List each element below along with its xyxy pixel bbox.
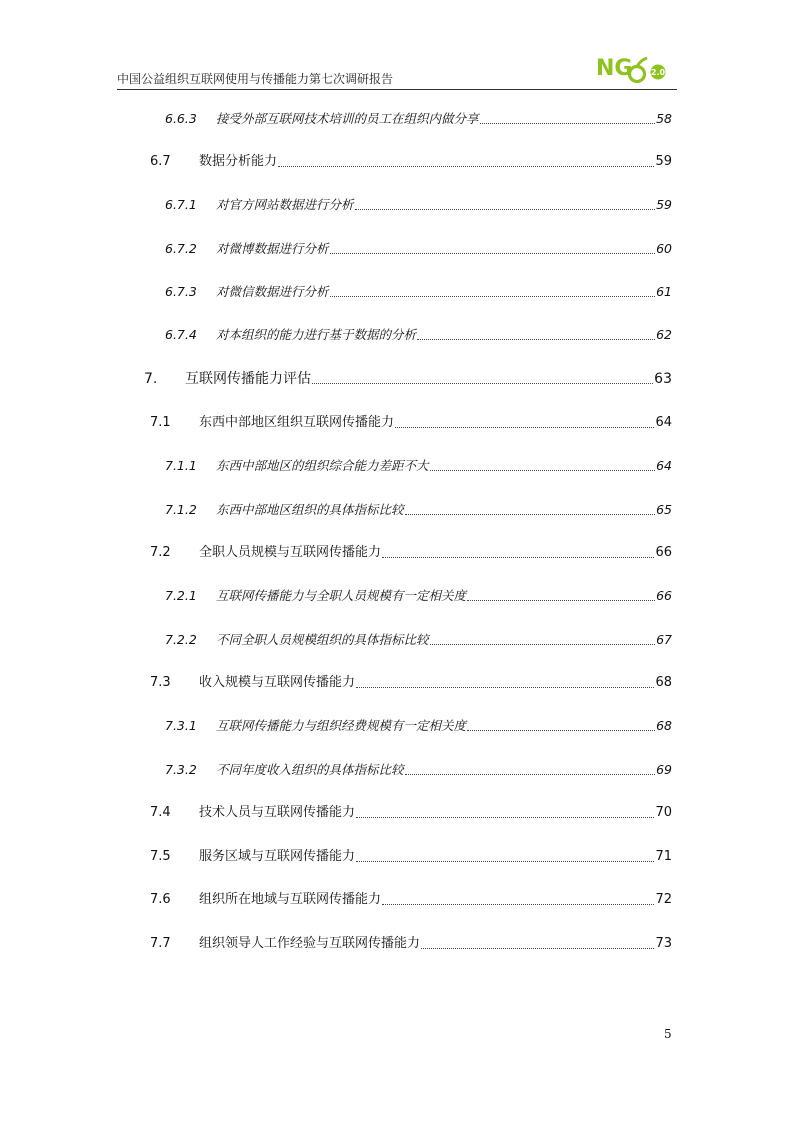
toc-entry-title[interactable]: 互联网传播能力与组织经费规模有一定相关度 <box>216 716 466 736</box>
toc-entry[interactable] <box>0 239 793 259</box>
toc-entry-page: 66 <box>655 543 672 563</box>
toc-entry-title[interactable]: 全职人员规模与互联网传播能力 <box>199 543 381 563</box>
toc-entry-page: 70 <box>655 803 672 823</box>
toc-leader-dots <box>330 253 655 254</box>
toc-entry-title[interactable]: 组织所在地域与互联网传播能力 <box>199 890 381 910</box>
toc-entry-title[interactable]: 服务区域与互联网传播能力 <box>199 847 355 867</box>
toc-leader-dots <box>382 557 654 558</box>
toc-entry-page: 59 <box>656 195 672 215</box>
toc-entry-number: 7.3 <box>150 673 171 693</box>
toc-entry-page: 65 <box>656 500 672 520</box>
toc-entry[interactable] <box>0 195 793 215</box>
toc-entry-title[interactable]: 接受外部互联网技术培训的员工在组织内做分享 <box>216 109 479 129</box>
toc-entry-number: 7.2.2 <box>165 630 197 650</box>
toc-entry-title[interactable]: 对本组织的能力进行基于数据的分析 <box>216 325 416 345</box>
toc-entry[interactable] <box>0 847 793 867</box>
toc-leader-dots <box>312 383 653 384</box>
toc-entry[interactable] <box>0 543 793 563</box>
toc-entry-title[interactable]: 收入规模与互联网传播能力 <box>199 673 355 693</box>
toc-entry-page: 68 <box>655 673 672 693</box>
toc-leader-dots <box>467 730 655 731</box>
toc-entry[interactable] <box>0 673 793 693</box>
toc-leader-dots <box>356 687 654 688</box>
toc-leader-dots <box>356 861 654 862</box>
toc-entry-title[interactable]: 技术人员与互联网传播能力 <box>199 803 355 823</box>
toc-leader-dots <box>467 600 655 601</box>
toc-entry[interactable] <box>0 282 793 302</box>
toc-entry-title[interactable]: 互联网传播能力评估 <box>185 371 311 387</box>
toc-entry-title[interactable]: 互联网传播能力与全职人员规模有一定相关度 <box>216 586 466 606</box>
toc-leader-dots <box>430 644 655 645</box>
toc-entry[interactable] <box>0 630 793 650</box>
toc-entry-title[interactable]: 对微信数据进行分析 <box>216 282 329 302</box>
toc-entry-number: 7.4 <box>150 803 171 823</box>
toc-leader-dots <box>430 470 655 471</box>
toc-entry-title[interactable]: 数据分析能力 <box>199 152 277 172</box>
page-number: 5 <box>664 1027 672 1041</box>
toc-leader-dots <box>278 166 654 167</box>
toc-entry-page: 60 <box>656 239 672 259</box>
toc-entry-number: 7.2.1 <box>165 586 197 606</box>
toc-entry-page: 67 <box>656 630 672 650</box>
toc-entry-title[interactable]: 不同全职人员规模组织的具体指标比较 <box>216 630 429 650</box>
toc-entry-title[interactable]: 东西中部地区的组织综合能力差距不大 <box>216 456 429 476</box>
toc-entry[interactable] <box>0 109 793 129</box>
toc-entry[interactable] <box>0 803 793 823</box>
toc-entry-number: 7.7 <box>150 934 171 954</box>
toc-entry-title[interactable]: 组织领导人工作经验与互联网传播能力 <box>199 934 420 954</box>
toc-leader-dots <box>330 296 655 297</box>
toc-leader-dots <box>480 123 655 124</box>
toc-entry-number: 6.6.3 <box>165 109 197 129</box>
logo-text: NG <box>596 56 633 81</box>
toc-entry-title[interactable]: 东西中部地区组织的具体指标比较 <box>216 500 404 520</box>
toc-entry-number: 7.1 <box>150 413 171 433</box>
toc-entry-number: 6.7.1 <box>165 195 197 215</box>
toc-entry[interactable] <box>0 456 793 476</box>
toc-entry-page: 66 <box>656 586 672 606</box>
toc-entry-number: 7. <box>144 371 158 387</box>
toc-entry[interactable] <box>0 152 793 172</box>
toc-entry-number: 6.7 <box>150 152 171 172</box>
toc-leader-dots <box>355 209 655 210</box>
toc-leader-dots <box>405 774 655 775</box>
toc-entry-page: 64 <box>656 456 672 476</box>
toc-entry-number: 7.1.1 <box>165 456 197 476</box>
toc-leader-dots <box>356 817 654 818</box>
toc-entry-page: 71 <box>655 847 672 867</box>
toc-entry-page: 59 <box>655 152 672 172</box>
toc-entry[interactable] <box>0 369 793 389</box>
toc-entry[interactable] <box>0 413 793 433</box>
toc-entry-page: 73 <box>655 934 672 954</box>
toc-leader-dots <box>417 339 655 340</box>
toc-entry-number: 7.6 <box>150 890 171 910</box>
toc-entry-page: 64 <box>655 413 672 433</box>
toc-leader-dots <box>405 514 655 515</box>
toc-entry-number: 7.3.1 <box>165 716 197 736</box>
toc-entry-number: 7.1.2 <box>165 500 197 520</box>
toc-leader-dots <box>421 948 654 949</box>
toc-entry-title[interactable]: 东西中部地区组织互联网传播能力 <box>199 413 394 433</box>
toc-entry-title[interactable]: 不同年度收入组织的具体指标比较 <box>216 760 404 780</box>
toc-entry-page: 58 <box>656 109 672 129</box>
toc-entry-page: 72 <box>655 890 672 910</box>
toc-entry[interactable] <box>0 760 793 780</box>
toc-entry-page: 68 <box>656 716 672 736</box>
toc-entry-title[interactable]: 对官方网站数据进行分析 <box>216 195 354 215</box>
toc-entry-number: 7.3.2 <box>165 760 197 780</box>
toc-entry-title[interactable]: 对微博数据进行分析 <box>216 239 329 259</box>
toc-entry-page: 69 <box>656 760 672 780</box>
toc-entry-page: 62 <box>656 325 672 345</box>
toc-entry-number: 7.5 <box>150 847 171 867</box>
toc-entry[interactable] <box>0 890 793 910</box>
toc-leader-dots <box>382 904 654 905</box>
toc-entry[interactable] <box>0 716 793 736</box>
toc-entry[interactable] <box>0 934 793 954</box>
toc-leader-dots <box>395 427 654 428</box>
toc-entry-number: 6.7.4 <box>165 325 197 345</box>
toc-entry-number: 6.7.3 <box>165 282 197 302</box>
toc-entry-page: 61 <box>656 282 672 302</box>
toc-entry[interactable] <box>0 325 793 345</box>
toc-entry-number: 7.2 <box>150 543 171 563</box>
running-header-title: 中国公益组织互联网使用与传播能力第七次调研报告 <box>117 72 394 86</box>
toc-entry[interactable] <box>0 586 793 606</box>
logo-badge: 2.0 <box>650 68 666 77</box>
toc-entry-page: 63 <box>654 371 672 387</box>
toc-entry[interactable] <box>0 500 793 520</box>
toc-entry-number: 6.7.2 <box>165 239 197 259</box>
